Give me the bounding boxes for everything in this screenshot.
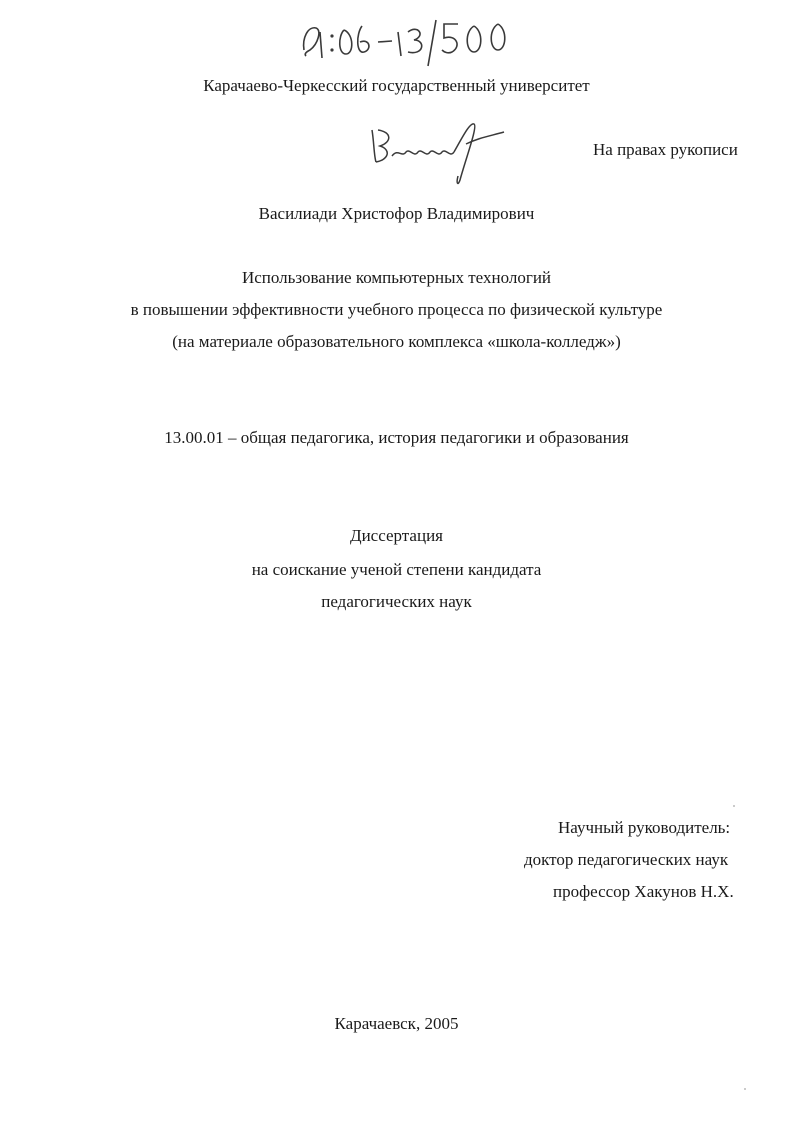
degree-line: на соискание ученой степени кандидата (251, 560, 542, 579)
supervisor-line: Научный руководитель: (558, 818, 731, 837)
author-name: Василиади Христофор Владимирович (258, 204, 535, 223)
title-line: (на материале образовательного комплекса «школа-колледж») (172, 332, 621, 351)
city-year: Карачаевск, 2005 (334, 1014, 459, 1033)
supervisor-line: профессор Хакунов Н.Х. (553, 882, 734, 901)
scan-speck (733, 805, 735, 807)
specialty-code: 13.00.01 – общая педагогика, история педагогики и образования (164, 428, 629, 447)
handwritten-signature (362, 118, 512, 188)
degree-line: педагогических наук (321, 592, 472, 611)
degree-line: Диссертация (349, 526, 443, 545)
title-line: в повышении эффективности учебного процесса по физической культуре (130, 300, 663, 319)
scan-speck (744, 1088, 746, 1090)
handwritten-archive-number (298, 10, 518, 70)
supervisor-line: доктор педагогических наук (524, 850, 729, 869)
manuscript-rights-label: На правах рукописи (593, 140, 738, 159)
university-name: Карачаево-Черкесский государственный университет (203, 76, 590, 95)
title-line: Использование компьютерных технологий (241, 268, 552, 287)
